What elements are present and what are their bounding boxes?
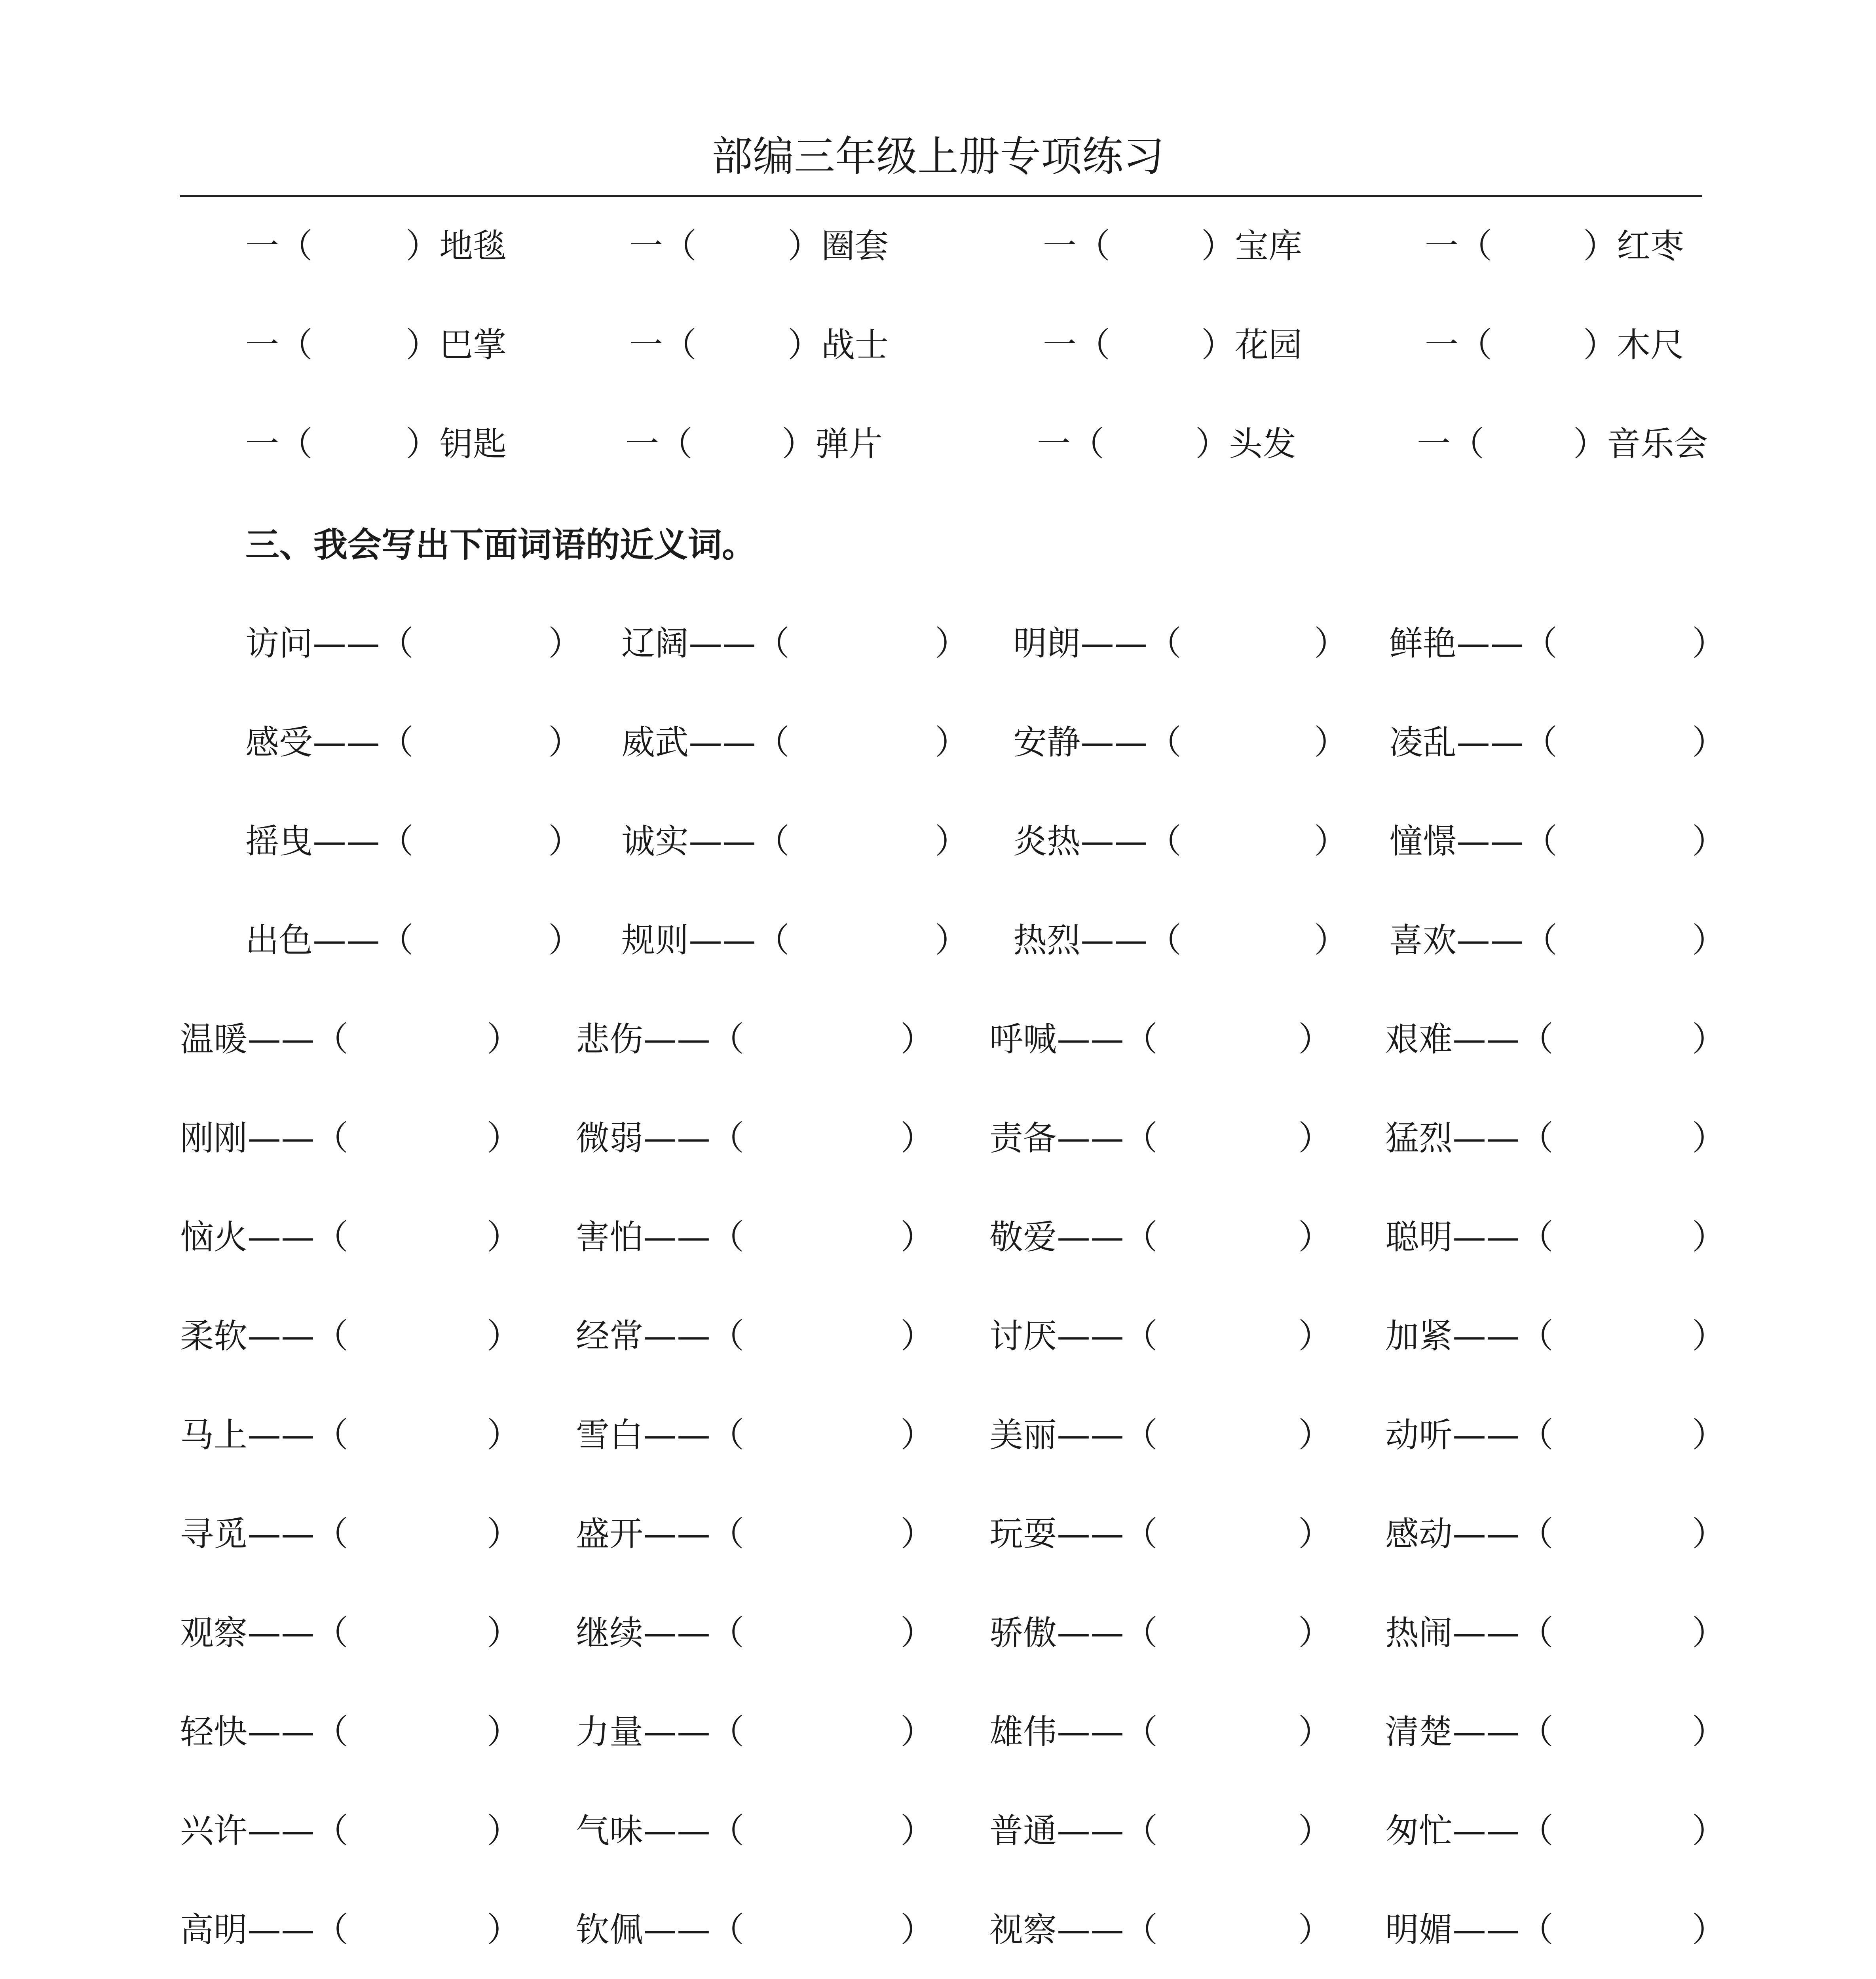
- answer-blank[interactable]: [1160, 1711, 1294, 1754]
- answer-blank[interactable]: [1555, 1711, 1688, 1754]
- synonym-dash: ——（: [313, 921, 414, 960]
- answer-blank[interactable]: [416, 919, 544, 963]
- synonym-word: 敬爱: [989, 1218, 1057, 1257]
- synonym-word: 鲜艳: [1389, 624, 1457, 663]
- measure-word: ）钥匙: [406, 425, 507, 464]
- measure-prefix: 一（: [245, 227, 313, 266]
- measure-word: ）木尺: [1583, 326, 1684, 365]
- synonym-close: ）: [1692, 1812, 1726, 1851]
- synonym-word: 轻快: [180, 1713, 248, 1752]
- synonym-close: ）: [935, 624, 969, 663]
- synonym-close: ）: [1692, 1713, 1726, 1752]
- synonym-word: 明媚: [1385, 1911, 1453, 1950]
- answer-blank[interactable]: [746, 1612, 896, 1655]
- answer-blank[interactable]: [1160, 1513, 1294, 1556]
- synonym-dash: ——（: [643, 1020, 744, 1059]
- measure-word: ）战士: [788, 326, 889, 365]
- answer-blank[interactable]: [1555, 1315, 1688, 1358]
- synonym-dash: ——（: [689, 822, 790, 861]
- measure-row: [0, 225, 1876, 268]
- measure-prefix: 一（: [1037, 425, 1105, 464]
- synonym-dash: ——（: [643, 1515, 744, 1554]
- answer-blank[interactable]: [350, 1216, 483, 1259]
- answer-blank[interactable]: [1496, 423, 1569, 466]
- synonym-word: 规则: [621, 921, 689, 960]
- answer-blank[interactable]: [1160, 1018, 1294, 1062]
- synonym-row: [0, 1711, 1876, 1754]
- synonym-dash: ——（: [1453, 1020, 1554, 1059]
- synonym-dash: ——（: [1080, 723, 1182, 762]
- synonym-word: 柔软: [180, 1317, 248, 1356]
- synonym-dash: ——（: [643, 1713, 744, 1752]
- synonym-dash: ——（: [1057, 1317, 1158, 1356]
- synonym-dash: ——（: [247, 1317, 349, 1356]
- answer-blank[interactable]: [746, 1810, 896, 1853]
- synonym-close: ）: [1298, 1515, 1332, 1554]
- synonym-close: ）: [900, 1020, 934, 1059]
- synonym-word: 憧憬: [1389, 822, 1457, 861]
- measure-prefix: 一（: [245, 425, 313, 464]
- synonym-close: ）: [900, 1713, 934, 1752]
- synonym-row: [0, 1909, 1876, 1952]
- synonym-close: ）: [935, 921, 969, 960]
- answer-blank[interactable]: [746, 1018, 896, 1062]
- synonym-close: ）: [1298, 1713, 1332, 1752]
- synonym-word: 继续: [576, 1614, 644, 1653]
- measure-prefix: 一（: [1425, 326, 1492, 365]
- measure-word: ）弹片: [782, 425, 883, 464]
- synonym-close: ）: [900, 1119, 934, 1158]
- answer-blank[interactable]: [1559, 820, 1688, 864]
- synonym-dash: ——（: [313, 822, 414, 861]
- synonym-close: ）: [1692, 1218, 1726, 1257]
- synonym-row: [0, 820, 1876, 864]
- synonym-dash: ——（: [689, 921, 790, 960]
- synonym-close: ）: [548, 822, 582, 861]
- synonym-close: ）: [487, 1020, 521, 1059]
- answer-blank[interactable]: [1559, 721, 1688, 765]
- synonym-word: 热烈: [1013, 921, 1081, 960]
- answer-blank[interactable]: [1122, 225, 1197, 268]
- synonym-word: 喜欢: [1389, 921, 1457, 960]
- synonym-word: 访问: [245, 624, 313, 663]
- synonym-dash: ——（: [1057, 1614, 1158, 1653]
- synonym-dash: ——（: [689, 723, 790, 762]
- synonym-dash: ——（: [247, 1020, 349, 1059]
- synonym-dash: ——（: [247, 1218, 349, 1257]
- synonym-dash: ——（: [247, 1119, 349, 1158]
- answer-blank[interactable]: [746, 1117, 896, 1160]
- synonym-word: 摇曳: [245, 822, 313, 861]
- synonym-dash: ——（: [643, 1812, 744, 1851]
- synonym-dash: ——（: [1057, 1911, 1158, 1950]
- answer-blank[interactable]: [704, 423, 778, 466]
- synonym-dash: ——（: [1456, 624, 1558, 663]
- synonym-word: 恼火: [180, 1218, 248, 1257]
- answer-blank[interactable]: [792, 721, 931, 765]
- synonym-close: ）: [900, 1614, 934, 1653]
- answer-blank[interactable]: [1555, 1909, 1688, 1952]
- synonym-close: ）: [935, 723, 969, 762]
- answer-blank[interactable]: [1116, 423, 1191, 466]
- synonym-word: 力量: [576, 1713, 644, 1752]
- synonym-word: 高明: [180, 1911, 248, 1950]
- synonym-close: ）: [487, 1218, 521, 1257]
- synonym-row: [0, 1612, 1876, 1655]
- synonym-row: [0, 1117, 1876, 1160]
- synonym-word: 美丽: [989, 1416, 1057, 1455]
- synonym-dash: ——（: [247, 1614, 349, 1653]
- synonym-dash: ——（: [1456, 822, 1558, 861]
- synonym-dash: ——（: [689, 624, 790, 663]
- answer-blank[interactable]: [1555, 1018, 1688, 1062]
- synonym-dash: ——（: [643, 1416, 744, 1455]
- synonym-close: ）: [900, 1317, 934, 1356]
- answer-blank[interactable]: [416, 820, 544, 864]
- answer-blank[interactable]: [708, 324, 784, 367]
- synonym-dash: ——（: [247, 1812, 349, 1851]
- synonym-dash: ——（: [1453, 1911, 1554, 1950]
- answer-blank[interactable]: [350, 1117, 483, 1160]
- synonym-close: ）: [1298, 1812, 1332, 1851]
- answer-blank[interactable]: [1183, 919, 1310, 963]
- synonym-close: ）: [487, 1515, 521, 1554]
- synonym-dash: ——（: [1453, 1218, 1554, 1257]
- synonym-close: ）: [1314, 624, 1348, 663]
- synonym-word: 聪明: [1385, 1218, 1453, 1257]
- synonym-row: [0, 1810, 1876, 1853]
- synonym-close: ）: [1298, 1614, 1332, 1653]
- answer-blank[interactable]: [350, 1315, 483, 1358]
- synonym-close: ）: [1692, 1416, 1726, 1455]
- answer-blank[interactable]: [1160, 1216, 1294, 1259]
- answer-blank[interactable]: [746, 1216, 896, 1259]
- answer-blank[interactable]: [1555, 1117, 1688, 1160]
- synonym-word: 凌乱: [1389, 723, 1457, 762]
- measure-prefix: 一（: [625, 425, 693, 464]
- synonym-dash: ——（: [1057, 1119, 1158, 1158]
- synonym-dash: ——（: [1057, 1218, 1158, 1257]
- synonym-dash: ——（: [247, 1515, 349, 1554]
- synonym-word: 悲伤: [576, 1020, 644, 1059]
- answer-blank[interactable]: [350, 1414, 483, 1457]
- answer-blank[interactable]: [1504, 225, 1579, 268]
- synonym-close: ）: [487, 1911, 521, 1950]
- answer-blank[interactable]: [416, 721, 544, 765]
- measure-word: ）花园: [1201, 326, 1303, 365]
- answer-blank[interactable]: [1559, 919, 1688, 963]
- synonym-close: ）: [1692, 1515, 1726, 1554]
- synonym-close: ）: [900, 1515, 934, 1554]
- answer-blank[interactable]: [1555, 1414, 1688, 1457]
- answer-blank[interactable]: [1555, 1513, 1688, 1556]
- measure-row: [0, 423, 1876, 466]
- synonym-word: 害怕: [576, 1218, 644, 1257]
- synonym-close: ）: [935, 822, 969, 861]
- synonym-dash: ——（: [643, 1911, 744, 1950]
- synonym-word: 寻觅: [180, 1515, 248, 1554]
- header-rule: [180, 195, 1702, 197]
- synonym-dash: ——（: [1456, 723, 1558, 762]
- synonym-dash: ——（: [643, 1614, 744, 1653]
- synonym-close: ）: [900, 1812, 934, 1851]
- answer-blank[interactable]: [325, 423, 402, 466]
- synonym-word: 艰难: [1385, 1020, 1453, 1059]
- answer-blank[interactable]: [708, 225, 784, 268]
- synonym-close: ）: [1692, 822, 1726, 861]
- synonym-word: 出色: [245, 921, 313, 960]
- answer-blank[interactable]: [1555, 1216, 1688, 1259]
- synonym-word: 动听: [1385, 1416, 1453, 1455]
- answer-blank[interactable]: [350, 1612, 483, 1655]
- answer-blank[interactable]: [1160, 1414, 1294, 1457]
- synonym-close: ）: [1692, 624, 1726, 663]
- synonym-close: ）: [487, 1614, 521, 1653]
- synonym-word: 感动: [1385, 1515, 1453, 1554]
- synonym-dash: ——（: [1453, 1614, 1554, 1653]
- synonym-word: 经常: [576, 1317, 644, 1356]
- synonym-close: ）: [548, 723, 582, 762]
- synonym-close: ）: [1298, 1317, 1332, 1356]
- answer-blank[interactable]: [1160, 1117, 1294, 1160]
- answer-blank[interactable]: [1160, 1612, 1294, 1655]
- measure-word: ）圈套: [788, 227, 889, 266]
- synonym-row: [0, 1018, 1876, 1062]
- synonym-word: 气味: [576, 1812, 644, 1851]
- measure-prefix: 一（: [1043, 227, 1111, 266]
- synonym-row: [0, 622, 1876, 666]
- synonym-dash: ——（: [1453, 1812, 1554, 1851]
- measure-word: ）宝库: [1201, 227, 1303, 266]
- synonym-word: 温暖: [180, 1020, 248, 1059]
- synonym-word: 兴许: [180, 1812, 248, 1851]
- synonym-close: ）: [1298, 1020, 1332, 1059]
- measure-row: [0, 324, 1876, 367]
- synonym-dash: ——（: [1080, 822, 1182, 861]
- synonym-word: 骄傲: [989, 1614, 1057, 1653]
- synonym-close: ）: [900, 1218, 934, 1257]
- synonym-close: ）: [548, 921, 582, 960]
- synonym-dash: ——（: [1456, 921, 1558, 960]
- synonym-dash: ——（: [1453, 1317, 1554, 1356]
- synonym-close: ）: [487, 1416, 521, 1455]
- synonym-dash: ——（: [1453, 1416, 1554, 1455]
- synonym-dash: ——（: [643, 1317, 744, 1356]
- answer-blank[interactable]: [325, 324, 402, 367]
- answer-blank[interactable]: [792, 622, 931, 666]
- measure-prefix: 一（: [1417, 425, 1485, 464]
- measure-word: ）头发: [1195, 425, 1297, 464]
- measure-word: ）巴掌: [406, 326, 507, 365]
- synonym-word: 玩耍: [989, 1515, 1057, 1554]
- synonym-word: 热闹: [1385, 1614, 1453, 1653]
- synonym-word: 加紧: [1385, 1317, 1453, 1356]
- synonym-close: ）: [1692, 1020, 1726, 1059]
- answer-blank[interactable]: [1183, 820, 1310, 864]
- measure-word: ）音乐会: [1573, 425, 1708, 464]
- answer-blank[interactable]: [792, 820, 931, 864]
- synonym-word: 雪白: [576, 1416, 644, 1455]
- answer-blank[interactable]: [1160, 1315, 1294, 1358]
- synonym-close: ）: [487, 1317, 521, 1356]
- synonym-close: ）: [1314, 822, 1348, 861]
- answer-blank[interactable]: [746, 1909, 896, 1952]
- synonym-word: 匆忙: [1385, 1812, 1453, 1851]
- synonym-close: ）: [900, 1911, 934, 1950]
- synonym-close: ）: [1692, 1911, 1726, 1950]
- synonym-close: ）: [1314, 921, 1348, 960]
- answer-blank[interactable]: [1559, 622, 1688, 666]
- synonym-dash: ——（: [1080, 921, 1182, 960]
- synonym-dash: ——（: [643, 1218, 744, 1257]
- synonym-dash: ——（: [1453, 1119, 1554, 1158]
- measure-prefix: 一（: [1425, 227, 1492, 266]
- synonym-word: 微弱: [576, 1119, 644, 1158]
- synonym-word: 钦佩: [576, 1911, 644, 1950]
- synonym-word: 责备: [989, 1119, 1057, 1158]
- synonym-close: ）: [1692, 921, 1726, 960]
- synonym-close: ）: [1314, 723, 1348, 762]
- measure-prefix: 一（: [1043, 326, 1111, 365]
- synonym-dash: ——（: [313, 723, 414, 762]
- answer-blank[interactable]: [1183, 721, 1310, 765]
- synonym-word: 猛烈: [1385, 1119, 1453, 1158]
- answer-blank[interactable]: [350, 1018, 483, 1062]
- synonym-word: 明朗: [1013, 624, 1081, 663]
- synonym-dash: ——（: [1080, 624, 1182, 663]
- synonym-word: 盛开: [576, 1515, 644, 1554]
- answer-blank[interactable]: [1504, 324, 1579, 367]
- section-heading: 三、我会写出下面词语的近义词。: [245, 525, 756, 565]
- synonym-close: ）: [1692, 723, 1726, 762]
- measure-prefix: 一（: [245, 326, 313, 365]
- synonym-row: [0, 1315, 1876, 1358]
- synonym-close: ）: [548, 624, 582, 663]
- synonym-word: 雄伟: [989, 1713, 1057, 1752]
- synonym-dash: ——（: [1453, 1713, 1554, 1752]
- synonym-dash: ——（: [247, 1911, 349, 1950]
- answer-blank[interactable]: [350, 1909, 483, 1952]
- synonym-dash: ——（: [1453, 1515, 1554, 1554]
- synonym-dash: ——（: [643, 1119, 744, 1158]
- synonym-row: [0, 1414, 1876, 1457]
- answer-blank[interactable]: [746, 1711, 896, 1754]
- synonym-dash: ——（: [313, 624, 414, 663]
- synonym-word: 观察: [180, 1614, 248, 1653]
- synonym-word: 感受: [245, 723, 313, 762]
- synonym-dash: ——（: [1057, 1020, 1158, 1059]
- synonym-close: ）: [1692, 1614, 1726, 1653]
- synonym-word: 诚实: [621, 822, 689, 861]
- synonym-row: [0, 919, 1876, 963]
- synonym-dash: ——（: [1057, 1812, 1158, 1851]
- synonym-close: ）: [487, 1119, 521, 1158]
- measure-word: ）红枣: [1583, 227, 1684, 266]
- synonym-word: 清楚: [1385, 1713, 1453, 1752]
- answer-blank[interactable]: [1183, 622, 1310, 666]
- synonym-word: 辽阔: [621, 624, 689, 663]
- answer-blank[interactable]: [1160, 1909, 1294, 1952]
- answer-blank[interactable]: [350, 1513, 483, 1556]
- measure-prefix: 一（: [629, 326, 697, 365]
- answer-blank[interactable]: [1160, 1810, 1294, 1853]
- synonym-dash: ——（: [1057, 1515, 1158, 1554]
- synonym-close: ）: [487, 1713, 521, 1752]
- answer-blank[interactable]: [746, 1414, 896, 1457]
- synonym-close: ）: [1298, 1218, 1332, 1257]
- synonym-close: ）: [1298, 1416, 1332, 1455]
- synonym-dash: ——（: [247, 1416, 349, 1455]
- answer-blank[interactable]: [325, 225, 402, 268]
- answer-blank[interactable]: [792, 919, 931, 963]
- synonym-close: ）: [1692, 1317, 1726, 1356]
- answer-blank[interactable]: [350, 1810, 483, 1853]
- synonym-close: ）: [900, 1416, 934, 1455]
- synonym-close: ）: [1298, 1911, 1332, 1950]
- synonym-dash: ——（: [247, 1713, 349, 1752]
- synonym-word: 炎热: [1013, 822, 1081, 861]
- measure-word: ）地毯: [406, 227, 507, 266]
- page-title: 部编三年级上册专项练习: [711, 132, 1164, 180]
- answer-blank[interactable]: [350, 1711, 483, 1754]
- synonym-row: [0, 1216, 1876, 1259]
- synonym-word: 视察: [989, 1911, 1057, 1950]
- synonym-word: 普通: [989, 1812, 1057, 1851]
- synonym-close: ）: [1692, 1119, 1726, 1158]
- answer-blank[interactable]: [1122, 324, 1197, 367]
- synonym-row: [0, 1513, 1876, 1556]
- synonym-word: 威武: [621, 723, 689, 762]
- answer-blank[interactable]: [746, 1315, 896, 1358]
- synonym-dash: ——（: [1057, 1713, 1158, 1752]
- synonym-word: 呼喊: [989, 1020, 1057, 1059]
- synonym-close: ）: [487, 1812, 521, 1851]
- synonym-word: 刚刚: [180, 1119, 248, 1158]
- synonym-row: [0, 721, 1876, 765]
- answer-blank[interactable]: [416, 622, 544, 666]
- answer-blank[interactable]: [1555, 1612, 1688, 1655]
- synonym-word: 马上: [180, 1416, 248, 1455]
- synonym-word: 安静: [1013, 723, 1081, 762]
- synonym-dash: ——（: [1057, 1416, 1158, 1455]
- answer-blank[interactable]: [746, 1513, 896, 1556]
- synonym-close: ）: [1298, 1119, 1332, 1158]
- synonym-word: 讨厌: [989, 1317, 1057, 1356]
- answer-blank[interactable]: [1555, 1810, 1688, 1853]
- measure-prefix: 一（: [629, 227, 697, 266]
